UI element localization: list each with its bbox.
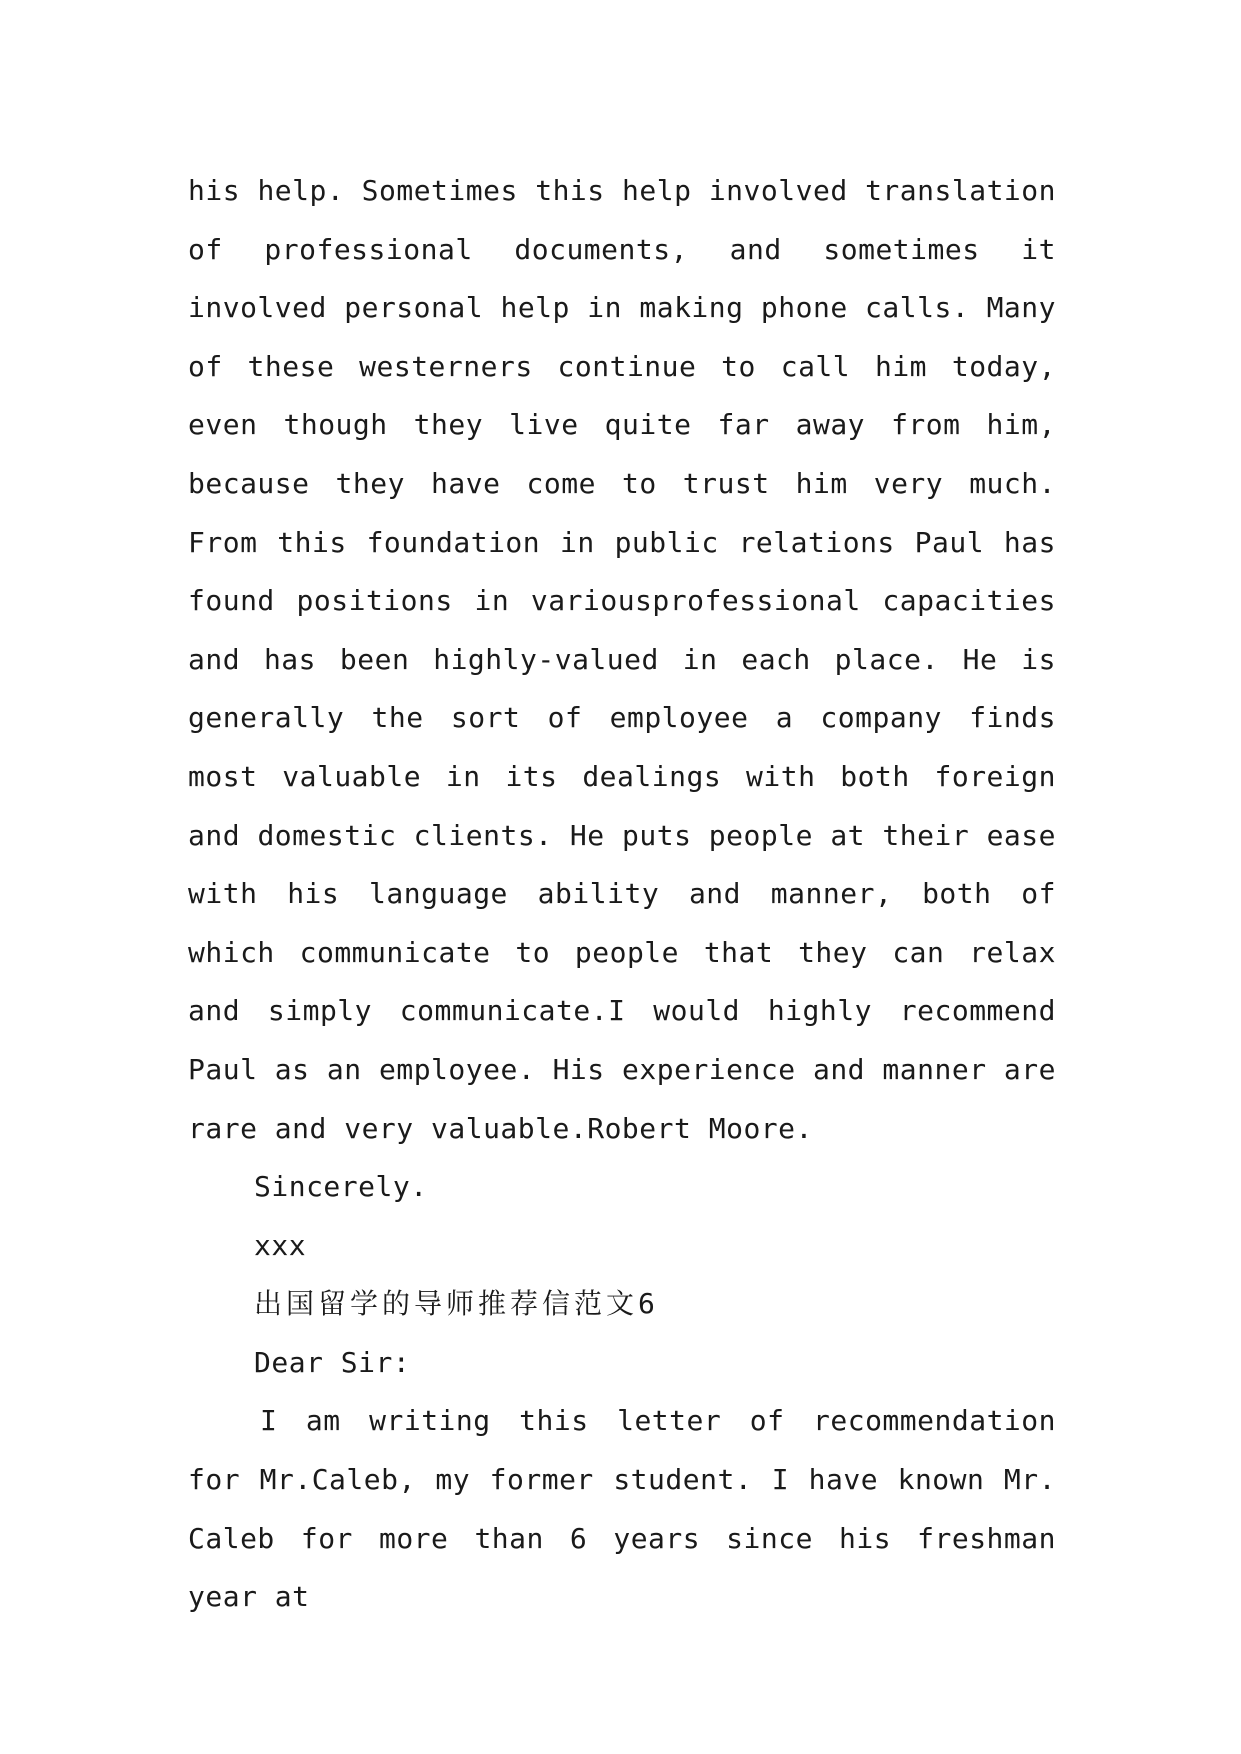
paragraph-recommendation-caleb: I am writing this letter of recommendation for Mr.Caleb, my former student. I have known Mr. Caleb for more than 6 years since his freshman year at — [188, 1404, 1056, 1614]
signature: xxx — [254, 1228, 307, 1262]
closing: Sincerely. — [254, 1170, 428, 1204]
paragraph-recommendation-paul: his help. Sometimes this help involved translation of professional documents, and sometimes it involved personal help in making phone calls. Many of these westerners continue to call him today, even though they live quite far away from him, because they have come to trust him very much. From this foundation in public relations Paul has found positions in variousprofessional capacities and has been highly-valued in each place. He is generally the sort of employee a company finds most valuable in its dealings with both foreign and domestic clients. He puts people at their ease with his language ability and manner, both of which communicate to people that they can relax and simply communicate.I would highly recommend Paul as an employee. His experience and manner are rare and very valuable.Robert Moore. — [188, 174, 1056, 1145]
salutation: Dear Sir: — [254, 1345, 411, 1379]
section-heading: 出国留学的导师推荐信范文6 — [254, 1287, 659, 1321]
document-body — [188, 162, 1056, 1627]
